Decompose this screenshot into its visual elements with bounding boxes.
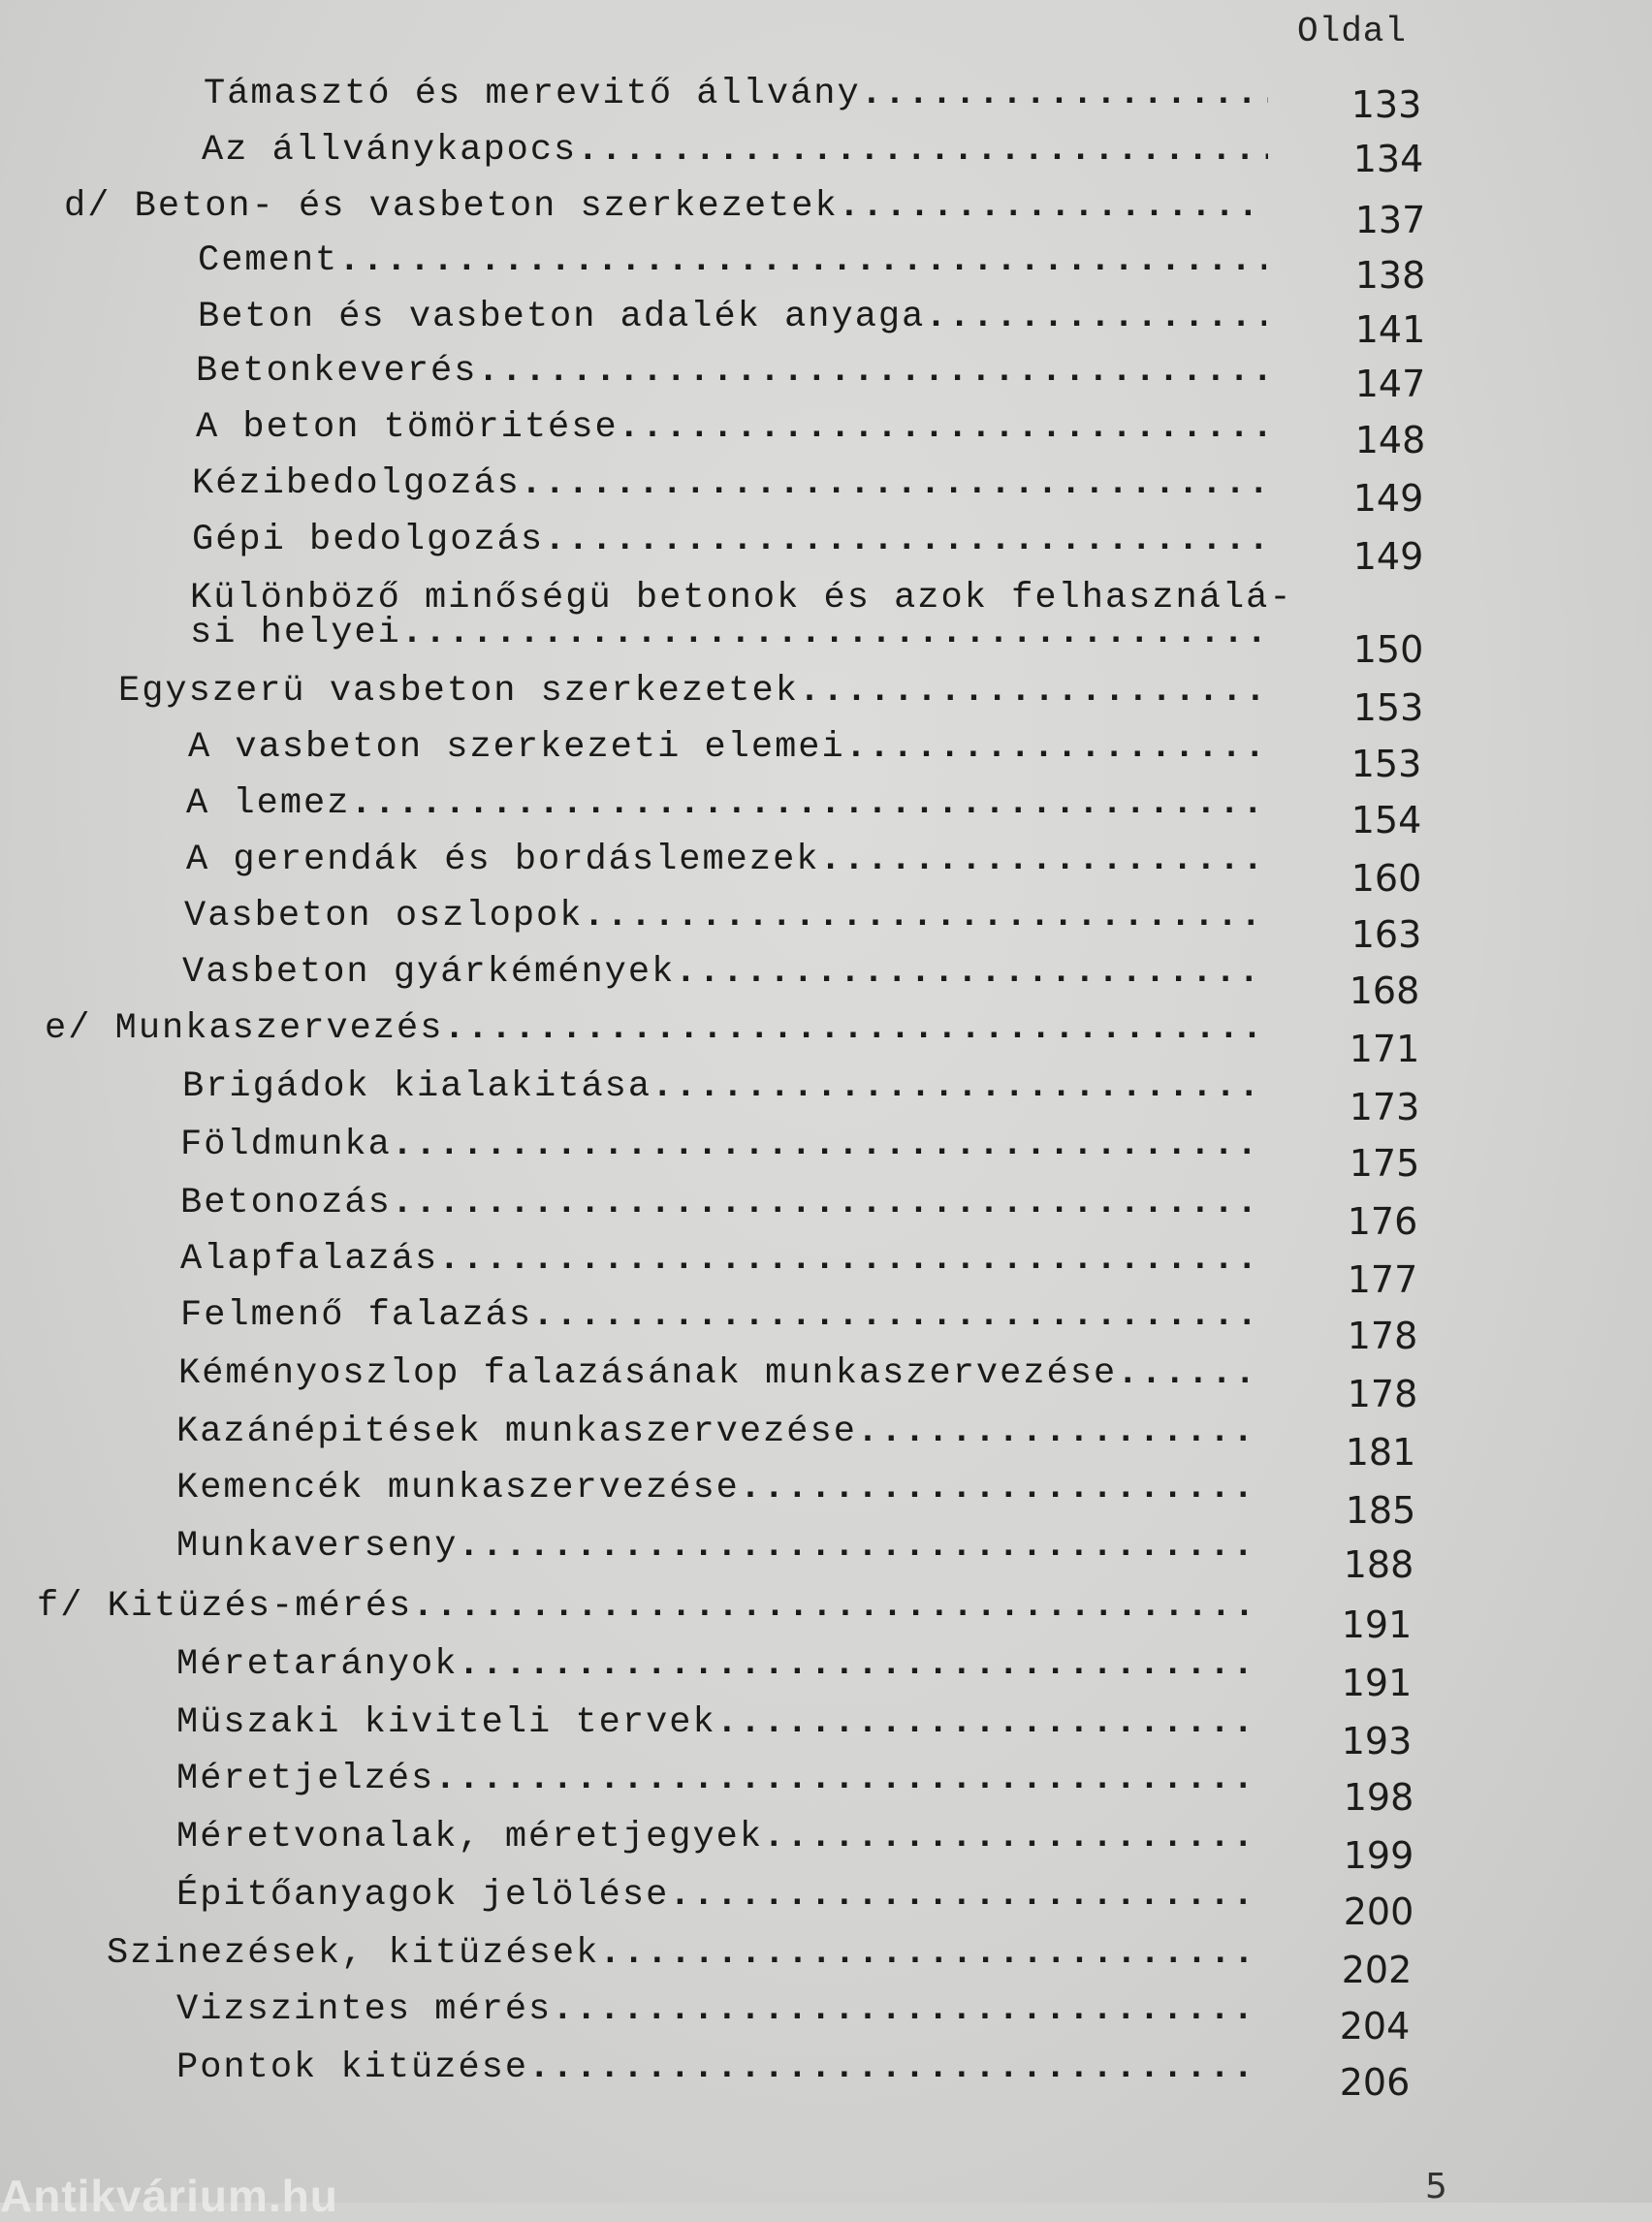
toc-entry bbox=[176, 1466, 1262, 1510]
toc-entry-title-line1: Különböző minőségü betonok és azok felhasználá- bbox=[190, 578, 1293, 619]
dot-leader bbox=[458, 1642, 1262, 1687]
toc-entry-title: A gerendák és bordáslemezek bbox=[186, 840, 820, 880]
dot-leader bbox=[434, 1757, 1262, 1801]
toc-entry bbox=[37, 1584, 1262, 1629]
dot-leader bbox=[799, 669, 1264, 714]
toc-entry-page: 185 bbox=[1345, 1489, 1416, 1532]
toc-entry-title: Alapfalazás bbox=[180, 1239, 439, 1280]
toc-entry-page: 153 bbox=[1352, 686, 1424, 729]
dot-leader bbox=[861, 72, 1268, 116]
dot-leader bbox=[716, 1700, 1262, 1745]
toc-entry-page: 173 bbox=[1349, 1086, 1420, 1128]
dot-leader bbox=[1117, 1351, 1262, 1396]
toc-entry-title: Betonkeverés bbox=[196, 351, 478, 392]
toc-entry-page: 171 bbox=[1349, 1028, 1420, 1070]
toc-entry-title: si helyei bbox=[190, 613, 401, 653]
dot-leader bbox=[532, 1293, 1262, 1338]
toc-entry bbox=[192, 461, 1266, 506]
toc-entry-title: Vasbeton oszlopok bbox=[184, 896, 584, 936]
dot-leader bbox=[925, 295, 1266, 339]
toc-entry bbox=[182, 1064, 1262, 1109]
toc-entry bbox=[176, 1873, 1262, 1918]
page-column-header: Oldal bbox=[1297, 12, 1408, 51]
toc-entry-title: A lemez bbox=[186, 783, 351, 824]
toc-entry-title: d/ Beton- és vasbeton szerkezetek bbox=[64, 186, 839, 227]
toc-entry bbox=[176, 1757, 1262, 1801]
dot-leader bbox=[820, 838, 1265, 882]
dot-leader bbox=[651, 1064, 1262, 1109]
dot-leader bbox=[619, 405, 1266, 450]
toc-entry bbox=[198, 295, 1266, 339]
dot-leader bbox=[675, 950, 1262, 995]
toc-entry bbox=[45, 1006, 1262, 1051]
toc-entry bbox=[188, 725, 1264, 770]
toc-entry-title: Gépi bedolgozás bbox=[192, 520, 545, 560]
toc-entry bbox=[192, 518, 1266, 562]
page-folio: 5 bbox=[1425, 2167, 1447, 2206]
toc-entry-page: 177 bbox=[1347, 1258, 1418, 1301]
toc-entry-title: Kézibedolgozás bbox=[192, 463, 521, 504]
toc-entry bbox=[176, 1700, 1262, 1745]
toc-entry bbox=[118, 669, 1264, 714]
toc-entry-page: 154 bbox=[1350, 799, 1422, 841]
toc-entry-page: 198 bbox=[1343, 1776, 1414, 1819]
dot-leader bbox=[458, 1524, 1262, 1569]
toc-entry-title: Beton és vasbeton adalék anyaga bbox=[198, 297, 926, 337]
toc-entry bbox=[176, 1987, 1262, 2032]
toc-entry bbox=[186, 838, 1264, 882]
toc-entry-title: Méretjelzés bbox=[176, 1759, 435, 1799]
toc-entry-title: Épitőanyagok jelölése bbox=[176, 1875, 670, 1916]
toc-entry bbox=[198, 238, 1266, 283]
toc-entry bbox=[196, 405, 1266, 450]
toc-entry bbox=[176, 1642, 1262, 1687]
toc-entry bbox=[176, 2046, 1262, 2090]
dot-leader bbox=[544, 518, 1266, 562]
dot-leader bbox=[477, 349, 1266, 394]
toc-entry-page: 175 bbox=[1349, 1142, 1420, 1185]
toc-entry bbox=[180, 1237, 1262, 1282]
toc-entry-page: 178 bbox=[1347, 1315, 1418, 1357]
toc-entry-page: 202 bbox=[1341, 1949, 1413, 1991]
toc-entry bbox=[107, 1931, 1262, 1976]
dot-leader bbox=[528, 2046, 1262, 2090]
dot-leader bbox=[412, 1584, 1262, 1629]
toc-entry bbox=[176, 1524, 1262, 1569]
toc-entry bbox=[180, 1181, 1262, 1225]
dot-leader bbox=[350, 781, 1264, 826]
toc-entry-title: Müszaki kiviteli tervek bbox=[176, 1702, 716, 1743]
toc-entry-title: Az állványkapocs bbox=[202, 130, 578, 171]
toc-entry-page: 149 bbox=[1352, 477, 1424, 520]
toc-entry-page: 191 bbox=[1341, 1662, 1413, 1704]
toc-entry-title: Földmunka bbox=[180, 1125, 392, 1165]
toc-entry-page: 137 bbox=[1354, 199, 1426, 241]
dot-leader bbox=[552, 1987, 1262, 2032]
toc-entry-page: 138 bbox=[1354, 254, 1426, 297]
toc-entry-title: A vasbeton szerkezeti elemei bbox=[188, 727, 845, 768]
toc-entry-title: Vasbeton gyárkémények bbox=[182, 952, 676, 993]
toc-entry-title: f/ Kitüzés-mérés bbox=[37, 1586, 413, 1627]
toc-entry-title: e/ Munkaszervezés bbox=[45, 1008, 444, 1049]
toc-entry-title: Kemencék munkaszervezése bbox=[176, 1468, 740, 1508]
toc-entry-page: 141 bbox=[1354, 308, 1426, 351]
watermark-logo: Antikvárium.hu bbox=[0, 2171, 338, 2221]
toc-entry-title: Brigádok kialakitása bbox=[182, 1066, 652, 1107]
dot-leader bbox=[763, 1815, 1262, 1859]
toc-entry-title: Vizszintes mérés bbox=[176, 1989, 553, 2030]
toc-entry-page: 204 bbox=[1339, 2005, 1411, 2047]
toc-entry-title: Betonozás bbox=[180, 1183, 392, 1223]
toc-entry bbox=[196, 349, 1266, 394]
toc-entry-page: 200 bbox=[1343, 1890, 1414, 1933]
toc-entry bbox=[176, 1815, 1262, 1859]
toc-entry-page: 147 bbox=[1354, 363, 1426, 405]
dot-leader bbox=[392, 1123, 1262, 1167]
toc-entry bbox=[184, 894, 1262, 938]
toc-entry-page: 134 bbox=[1352, 138, 1424, 180]
toc-entry bbox=[180, 1123, 1262, 1167]
toc-entry-page: 193 bbox=[1341, 1720, 1413, 1762]
toc-entry-page: 178 bbox=[1347, 1373, 1418, 1415]
toc-entry bbox=[186, 781, 1264, 826]
toc-entry bbox=[182, 950, 1262, 995]
toc-entry-page: 206 bbox=[1339, 2061, 1411, 2104]
toc-entry-title: A beton tömöritése bbox=[196, 407, 619, 448]
toc-entry-page: 133 bbox=[1350, 83, 1422, 126]
toc-entry-page: 153 bbox=[1350, 743, 1422, 785]
dot-leader bbox=[521, 461, 1266, 506]
dot-leader bbox=[599, 1931, 1262, 1976]
toc-entry bbox=[202, 128, 1268, 173]
toc-entry-page: 148 bbox=[1354, 419, 1426, 461]
toc-entry bbox=[190, 611, 1266, 655]
toc-entry-title: Méretarányok bbox=[176, 1644, 459, 1685]
toc-entry-page: 149 bbox=[1352, 535, 1424, 578]
toc-entry-page: 176 bbox=[1347, 1200, 1418, 1243]
dot-leader bbox=[740, 1466, 1262, 1510]
dot-leader bbox=[443, 1006, 1262, 1051]
toc-entry-title: Kazánépitések munkaszervezése bbox=[176, 1412, 857, 1452]
toc-entry-page: 150 bbox=[1352, 628, 1424, 671]
toc-entry bbox=[178, 1351, 1262, 1396]
toc-entry bbox=[204, 72, 1268, 116]
toc-entry-title: Kéményoszlop falazásának munkaszervezése bbox=[178, 1353, 1118, 1394]
toc-entry-page: 168 bbox=[1349, 969, 1420, 1012]
toc-entry-page: 181 bbox=[1345, 1431, 1416, 1474]
toc-entry-title: Cement bbox=[198, 240, 339, 281]
toc-entry bbox=[180, 1293, 1262, 1338]
toc-entry-page: 191 bbox=[1341, 1603, 1413, 1646]
dot-leader bbox=[669, 1873, 1262, 1918]
dot-leader bbox=[338, 238, 1266, 283]
toc-entry-page: 188 bbox=[1343, 1543, 1414, 1586]
toc-entry-title: Pontok kitüzése bbox=[176, 2047, 529, 2088]
dot-leader bbox=[857, 1410, 1262, 1454]
toc-entry-page: 160 bbox=[1350, 857, 1422, 900]
toc-entry-page: 163 bbox=[1350, 913, 1422, 956]
dot-leader bbox=[583, 894, 1262, 938]
dot-leader bbox=[438, 1237, 1262, 1282]
toc-entry-title: Támasztó és merevitő állvány bbox=[204, 74, 861, 114]
toc-entry-title: Munkaverseny bbox=[176, 1526, 459, 1567]
dot-leader bbox=[839, 184, 1266, 229]
toc-entry-title: Méretvonalak, méretjegyek bbox=[176, 1817, 764, 1857]
toc-entry-title: Egyszerü vasbeton szerkezetek bbox=[118, 671, 799, 712]
dot-leader bbox=[845, 725, 1264, 770]
toc-entry-title: Szinezések, kitüzések bbox=[107, 1933, 600, 1974]
dot-leader bbox=[577, 128, 1268, 173]
dot-leader bbox=[401, 611, 1266, 655]
dot-leader bbox=[392, 1181, 1262, 1225]
toc-entry bbox=[64, 184, 1266, 229]
toc-entry bbox=[176, 1410, 1262, 1454]
toc-entry-title: Felmenő falazás bbox=[180, 1295, 533, 1336]
toc-entry-page: 199 bbox=[1343, 1834, 1414, 1877]
